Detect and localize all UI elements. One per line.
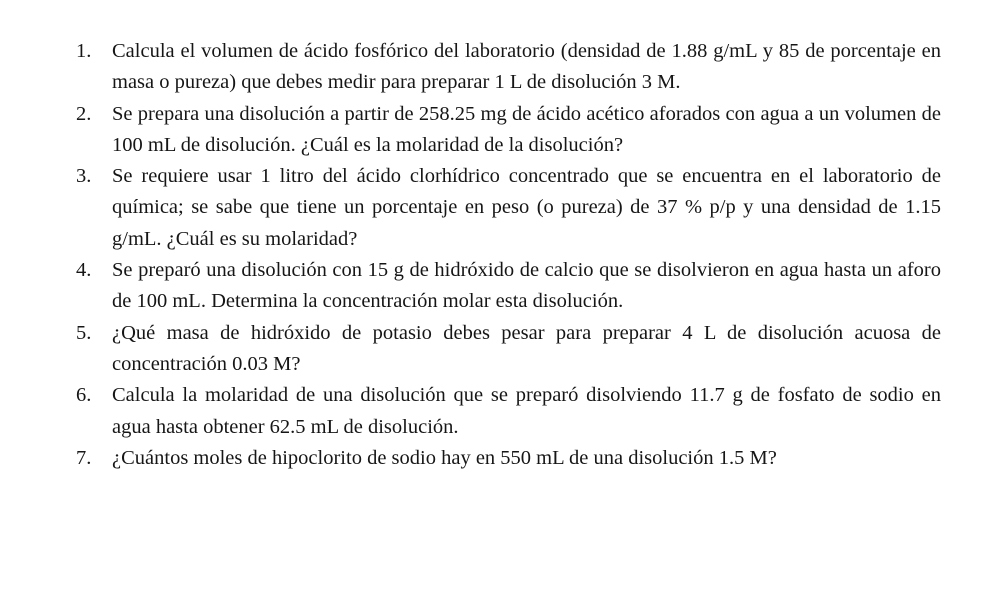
problem-list (76, 36, 941, 474)
problem-text: Se prepara una disolución a partir de 258.25 mg de ácido acético aforados con agua a un volumen de 100 mL de disolución. ¿Cuál es la molaridad de la disolución? (112, 102, 941, 156)
problem-item-4 (76, 255, 941, 318)
problem-number: 4. (76, 259, 92, 282)
problem-text: Calcula la molaridad de una disolución que se preparó disolviendo 11.7 g de fosfato de sodio en agua hasta obtener 62.5 mL de disolución. (112, 384, 941, 438)
problem-text: Se requiere usar 1 litro del ácido clorhídrico concentrado que se encuentra en el laboratorio de química; se sabe que tiene un porcentaje en peso (o pureza) de 37 % p/p y una densidad de 1.15 g/mL. ¿Cuál es su molaridad? (112, 165, 941, 250)
problem-number: 1. (76, 40, 92, 62)
problem-text: ¿Qué masa de hidróxido de potasio debes pesar para preparar 4 L de disolución acuosa de concentración 0.03 M? (112, 321, 941, 375)
problem-item-1 (76, 36, 941, 99)
problem-item-2 (76, 99, 941, 162)
problem-item-3 (76, 161, 941, 255)
problem-number: 5. (76, 321, 92, 344)
problem-text: Calcula el volumen de ácido fosfórico del laboratorio (densidad de 1.88 g/mL y 85 de porcentaje en masa o pureza) que debes medir para preparar 1 L de disolución 3 M. (112, 40, 941, 94)
problem-item-5 (76, 318, 941, 381)
problem-number: 3. (76, 165, 92, 188)
problem-item-6 (76, 380, 941, 443)
problem-number: 6. (76, 384, 92, 407)
problem-number: 7. (76, 446, 92, 469)
problem-item-7 (76, 443, 941, 474)
problem-text: Se preparó una disolución con 15 g de hidróxido de calcio que se disolvieron en agua hasta un aforo de 100 mL. Determina la concentración molar esta disolución. (112, 259, 941, 313)
problem-text: ¿Cuántos moles de hipoclorito de sodio hay en 550 mL de una disolución 1.5 M? (112, 446, 777, 469)
document-page (76, 36, 941, 474)
problem-number: 2. (76, 102, 92, 125)
